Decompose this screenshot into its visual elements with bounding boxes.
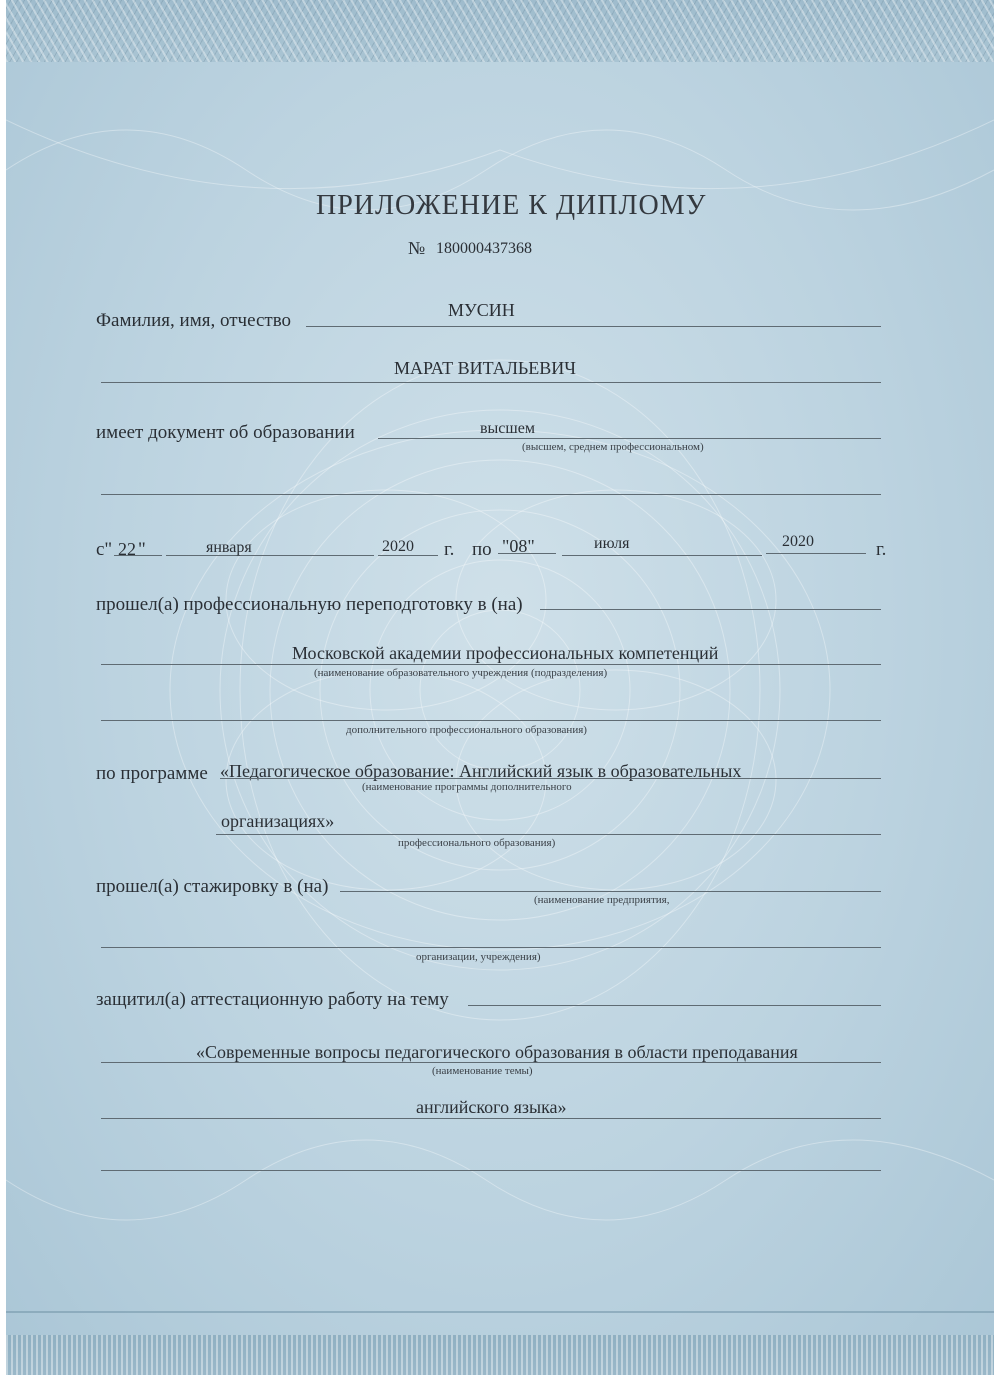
thesis-line-4 [101,1170,881,1171]
thesis-title-line-1: «Современные вопросы педагогического образования в области преподавания [196,1042,798,1062]
program-caption-2: профессионального образования) [398,837,556,849]
education-label: имеет документ об образовании [96,422,355,443]
document-title: ПРИЛОЖЕНИЕ К ДИПЛОМУ [316,190,707,221]
fio-label: Фамилия, имя, отчество [96,310,292,331]
retraining-label: прошел(а) профессиональную переподготовку в (на) [96,594,523,615]
period-to-word: по [472,539,492,560]
period-from-prefix: с" [96,539,113,560]
bottom-ornament-band [6,1335,994,1375]
period-to-day-line [498,553,556,554]
period-to-year-line [766,553,866,554]
program-line-2: организациях» [221,811,335,831]
number-sign: № [408,238,426,258]
fio-name: МАРАТ ВИТАЛЬЕВИЧ [394,358,576,378]
period-to-month-line [562,555,762,556]
document-number: 180000437368 [436,240,532,257]
retraining-institution: Московской академии профессиональных компетенций [292,643,719,663]
top-ornament-band [6,0,994,62]
internship-line-1 [340,891,881,892]
retraining-line-2 [101,664,881,665]
internship-caption-2: организации, учреждения) [416,951,541,963]
program-line-1: «Педагогическое образование: Английский язык в образовательных [220,761,742,781]
period-to-day: "08" [502,536,535,556]
education-line [378,438,881,439]
period-from-year: 2020 [382,538,414,555]
program-label: по программе [96,763,208,784]
period-from-day-close: " [138,539,146,560]
fio-surname: МУСИН [448,300,515,320]
thesis-title-line-2: английского языка» [416,1097,567,1117]
internship-line-2 [101,947,881,948]
internship-caption-1: (наименование предприятия, [534,894,670,906]
period-from-day-line [114,555,162,556]
education-caption: (высшем, среднем профессиональном) [522,441,704,453]
program-underline-1 [220,778,881,779]
thesis-line-2 [101,1062,881,1063]
period-from-month: января [206,539,252,556]
bottom-divider [6,1311,994,1313]
period-g1: г. [444,539,455,560]
education-value: высшем [480,420,535,437]
thesis-line-1 [468,1005,881,1006]
period-to-month: июля [594,535,630,552]
fio-line-1 [306,326,881,327]
program-caption-1: (наименование программы дополнительного [362,781,572,793]
diploma-supplement-page [6,0,994,1375]
program-underline-2 [216,834,881,835]
retraining-caption-2: дополнительного профессионального образования) [346,724,587,736]
retraining-caption-1: (наименование образовательного учреждения (подразделения) [314,667,608,679]
period-to-year: 2020 [782,533,814,550]
thesis-label: защитил(а) аттестационную работу на тему [96,989,449,1010]
thesis-caption: (наименование темы) [432,1065,533,1077]
period-from-day: 22 [118,539,136,559]
period-from-month-line [166,555,374,556]
retraining-line-3 [101,720,881,721]
period-g2: г. [876,539,887,560]
thesis-line-3 [101,1118,881,1119]
education-line-2 [101,494,881,495]
retraining-line-1 [540,609,881,610]
fio-line-2 [101,382,881,383]
internship-label: прошел(а) стажировку в (на) [96,876,329,897]
